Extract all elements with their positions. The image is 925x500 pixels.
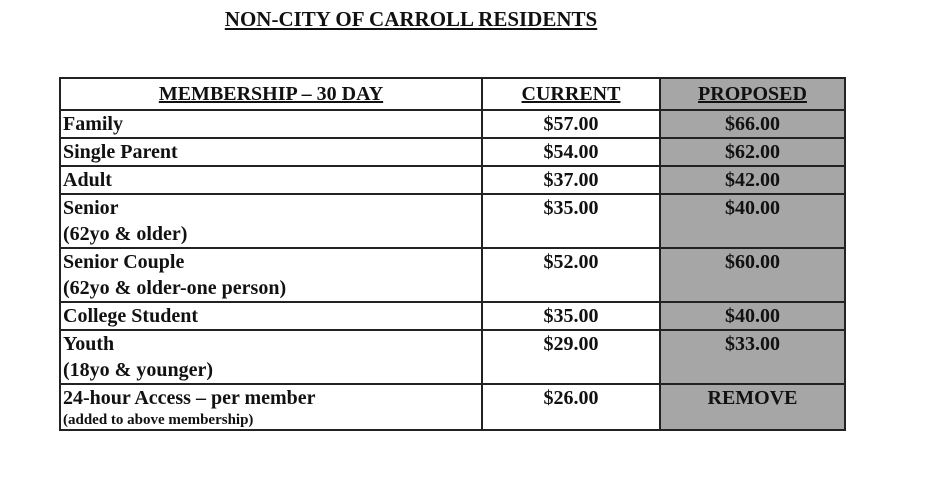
proposed-price: $62.00 [660,138,845,166]
current-price: $29.00 [482,330,660,384]
membership-name: Single Parent [63,141,178,163]
page-title: NON-CITY OF CARROLL RESIDENTS [224,7,598,31]
membership-rates-table [59,77,846,431]
membership-name: Senior Couple [63,251,185,273]
membership-note: (added to above membership) [63,412,254,428]
header-membership: MEMBERSHIP – 30 DAY [60,78,482,110]
current-price: $57.00 [482,110,660,138]
membership-name: Senior [63,197,119,219]
membership-name: Family [63,113,123,135]
table-row [60,248,845,302]
header-current: CURRENT [482,78,660,110]
membership-name: Youth [63,333,115,355]
membership-note: (18yo & younger) [63,359,213,381]
membership-name: 24-hour Access – per member [63,387,316,409]
proposed-price: $66.00 [660,110,845,138]
current-price: $35.00 [482,194,660,248]
current-price: $54.00 [482,138,660,166]
table-row [60,384,845,430]
proposed-price: $40.00 [660,302,845,330]
table-row [60,194,845,248]
current-price: $37.00 [482,166,660,194]
proposed-price: $33.00 [660,330,845,384]
current-price: $52.00 [482,248,660,302]
table-row [60,166,845,194]
proposed-price: REMOVE [660,384,845,430]
proposed-price: $60.00 [660,248,845,302]
proposed-price: $40.00 [660,194,845,248]
table-header-row [60,78,845,110]
current-price: $26.00 [482,384,660,430]
table-row [60,330,845,384]
current-price: $35.00 [482,302,660,330]
membership-name: College Student [63,305,198,327]
proposed-price: $42.00 [660,166,845,194]
membership-note: (62yo & older-one person) [63,277,287,299]
table-row [60,138,845,166]
membership-note: (62yo & older) [63,223,188,245]
header-proposed: PROPOSED [660,78,845,110]
table-row [60,110,845,138]
table-row [60,302,845,330]
membership-name: Adult [63,169,112,191]
